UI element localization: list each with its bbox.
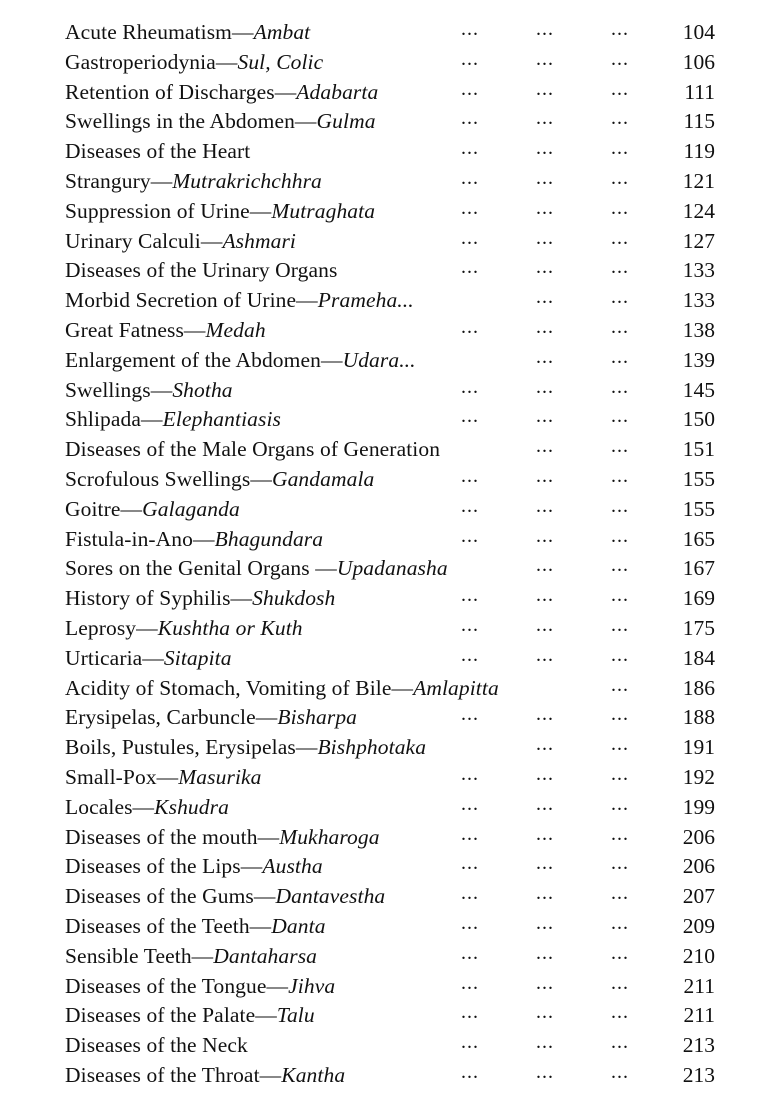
toc-entry-sanskrit-name: Sul, Colic — [237, 49, 324, 74]
toc-entry — [65, 763, 715, 793]
leader-dots: ... — [536, 18, 554, 40]
leader-dots: ... — [611, 18, 629, 40]
toc-entry-title — [65, 912, 326, 942]
toc-entry-english-name: Diseases of the Neck — [65, 1033, 248, 1058]
leader-dots: ... — [461, 494, 479, 517]
leader-dots: ... — [611, 166, 629, 189]
toc-entry-page-number: 207 — [682, 884, 715, 909]
toc-entry-title — [65, 227, 296, 257]
leader-dots: ... — [536, 256, 554, 279]
toc-entry-sanskrit-name: Kantha — [281, 1062, 346, 1087]
leader-dots: ... — [611, 584, 629, 607]
leader-dots: ... — [536, 494, 554, 517]
toc-entry-english-name: Strangury— — [65, 168, 173, 193]
toc-entry-page-number: 138 — [682, 317, 715, 342]
toc-entry-english-name: Goitre— — [65, 496, 143, 521]
toc-entry-page-number: 115 — [683, 109, 715, 134]
toc-entry — [65, 495, 715, 525]
toc-entry-english-name: Swellings— — [65, 377, 173, 402]
leader-dots: ... — [461, 911, 479, 934]
leader-dots: ... — [536, 852, 554, 875]
toc-entry-english-name: Enlargement of the Abdomen— — [65, 347, 343, 372]
leader-dots: ... — [461, 762, 479, 785]
leader-dots: ... — [536, 941, 554, 964]
toc-entry — [65, 703, 715, 733]
toc-entry-title — [65, 1001, 315, 1031]
toc-entry — [65, 823, 715, 853]
leader-dots: ... — [611, 941, 629, 964]
leader-dots: ... — [611, 852, 629, 875]
toc-entry-english-name: Diseases of the Lips— — [65, 854, 263, 879]
toc-entry-english-name: Diseases of the Heart — [65, 139, 251, 164]
toc-entry-title — [65, 972, 335, 1002]
toc-entry-sanskrit-name: Amlapitta — [413, 675, 499, 700]
toc-entry-title — [65, 48, 323, 78]
leader-dots: ... — [461, 941, 479, 964]
toc-entry-english-name: Great Fatness— — [65, 317, 206, 342]
toc-entry-english-name: Gastroperiodynia— — [65, 49, 238, 74]
leader-dots: ... — [461, 226, 479, 249]
leader-dots: ... — [611, 554, 629, 577]
leader-dots: ... — [461, 703, 479, 726]
toc-entry-page-number: 127 — [682, 228, 715, 253]
toc-entry-page-number: 151 — [682, 437, 715, 462]
leader-dots: ... — [536, 464, 554, 487]
toc-entry — [65, 78, 715, 108]
toc-entry — [65, 882, 715, 912]
toc-entry-title — [65, 405, 281, 435]
leader-dots: ... — [461, 464, 479, 487]
leader-dots: ... — [461, 882, 479, 905]
toc-entry-title — [65, 733, 426, 763]
toc-entry-sanskrit-name: Bishphotaka — [317, 735, 427, 760]
toc-entry-title — [65, 107, 376, 137]
leader-dots: ... — [536, 971, 554, 994]
leader-dots: ... — [461, 77, 479, 100]
toc-entry-page-number: 210 — [682, 943, 715, 968]
toc-entry-english-name: Sores on the Genital Organs — — [65, 556, 337, 581]
leader-dots: ... — [461, 1001, 479, 1024]
leader-dots: ... — [611, 703, 629, 726]
toc-entry-english-name: History of Syphilis— — [65, 586, 253, 611]
leader-dots: ... — [611, 822, 629, 845]
leader-dots: ... — [611, 1001, 629, 1024]
leader-dots: ... — [611, 405, 629, 428]
toc-entry-english-name: Small-Pox— — [65, 764, 179, 789]
leader-dots: ... — [611, 345, 629, 368]
toc-entry — [65, 405, 715, 435]
toc-entry-english-name: Diseases of the mouth— — [65, 824, 280, 849]
toc-entry-page-number: 145 — [682, 377, 715, 402]
leader-dots: ... — [611, 464, 629, 487]
toc-entry-page-number: 124 — [682, 198, 715, 223]
leader-dots: ... — [611, 77, 629, 100]
toc-entry-title — [65, 376, 233, 406]
leader-dots: ... — [536, 733, 554, 756]
toc-entry — [65, 107, 715, 137]
leader-dots: ... — [536, 375, 554, 398]
leader-dots: ... — [611, 137, 629, 160]
toc-entry-sanskrit-name: Mutrakrichchhra — [172, 168, 322, 193]
toc-entry-page-number: 199 — [682, 794, 715, 819]
toc-entry-english-name: Diseases of the Throat— — [65, 1062, 282, 1087]
toc-entry — [65, 733, 715, 763]
leader-dots: ... — [536, 1060, 554, 1083]
toc-entry-page-number: 121 — [682, 168, 715, 193]
toc-entry-title — [65, 882, 385, 912]
leader-dots: ... — [536, 613, 554, 636]
toc-entry-sanskrit-name: Bhagundara — [214, 526, 324, 551]
toc-entry-english-name: Diseases of the Tongue— — [65, 973, 289, 998]
toc-entry-title — [65, 644, 232, 674]
leader-dots: ... — [611, 256, 629, 279]
toc-entry — [65, 972, 715, 1002]
leader-dots: ... — [536, 524, 554, 547]
toc-entry — [65, 852, 715, 882]
toc-entry-title — [65, 614, 303, 644]
toc-entry-page-number: 150 — [682, 407, 715, 432]
toc-entry-page-number: 211 — [683, 973, 715, 998]
toc-entry-sanskrit-name: Elephantiasis — [162, 407, 281, 432]
toc-entry-page-number: 175 — [682, 615, 715, 640]
leader-dots: ... — [536, 554, 554, 577]
toc-entry-title — [65, 674, 499, 704]
toc-entry-title — [65, 793, 229, 823]
toc-entry — [65, 346, 715, 376]
toc-entry-page-number: 188 — [682, 705, 715, 730]
toc-entry-page-number: 169 — [682, 586, 715, 611]
leader-dots: ... — [611, 435, 629, 458]
toc-entry — [65, 376, 715, 406]
leader-dots: ... — [461, 792, 479, 815]
toc-entry-sanskrit-name: Jihva — [288, 973, 336, 998]
toc-entry — [65, 48, 715, 78]
toc-entry-title — [65, 703, 357, 733]
toc-entry — [65, 18, 715, 48]
toc-entry-page-number: 192 — [682, 764, 715, 789]
toc-entry — [65, 644, 715, 674]
leader-dots: ... — [611, 1031, 629, 1054]
toc-entry-title — [65, 346, 416, 376]
toc-entry-sanskrit-name: Masurika — [178, 764, 262, 789]
toc-entry-title — [65, 18, 310, 48]
leader-dots: ... — [536, 822, 554, 845]
leader-dots: ... — [611, 733, 629, 756]
toc-entry-title — [65, 763, 262, 793]
toc-entry-english-name: Leprosy— — [65, 615, 158, 640]
toc-entry — [65, 525, 715, 555]
leader-dots: ... — [536, 196, 554, 219]
toc-entry — [65, 227, 715, 257]
toc-entry-english-name: Sensible Teeth— — [65, 943, 214, 968]
leader-dots: ... — [536, 643, 554, 666]
toc-entry — [65, 256, 715, 286]
toc-entry-title — [65, 1031, 248, 1061]
toc-entry-page-number: 133 — [682, 288, 715, 313]
toc-entry — [65, 137, 715, 167]
toc-entry-english-name: Diseases of the Teeth— — [65, 913, 272, 938]
toc-entry-sanskrit-name: Udara... — [342, 347, 416, 372]
toc-entry-title — [65, 137, 250, 167]
leader-dots: ... — [461, 613, 479, 636]
toc-entry-english-name: Fistula-in-Ano— — [65, 526, 215, 551]
toc-entry-english-name: Erysipelas, Carbuncle— — [65, 705, 278, 730]
leader-dots: ... — [461, 524, 479, 547]
toc-entry-page-number: 206 — [682, 824, 715, 849]
leader-dots: ... — [461, 1060, 479, 1083]
toc-entry-page-number: 167 — [682, 556, 715, 581]
leader-dots: ... — [536, 345, 554, 368]
toc-entry-title — [65, 286, 414, 316]
leader-dots: ... — [461, 256, 479, 279]
toc-entry-title — [65, 584, 335, 614]
toc-entry — [65, 554, 715, 584]
leader-dots: ... — [611, 911, 629, 934]
toc-entry-title — [65, 256, 337, 286]
leader-dots: ... — [611, 524, 629, 547]
leader-dots: ... — [536, 77, 554, 100]
toc-entry-english-name: Urticaria— — [65, 645, 164, 670]
toc-entry — [65, 942, 715, 972]
toc-entry-title — [65, 1061, 345, 1091]
toc-entry — [65, 1061, 715, 1091]
toc-entry-page-number: 213 — [682, 1033, 715, 1058]
toc-entry-title — [65, 316, 266, 346]
toc-entry — [65, 167, 715, 197]
leader-dots: ... — [536, 405, 554, 428]
leader-dots: ... — [461, 971, 479, 994]
leader-dots: ... — [461, 584, 479, 607]
toc-entry-page-number: 213 — [682, 1062, 715, 1087]
toc-entry — [65, 793, 715, 823]
toc-entry-title — [65, 78, 378, 108]
leader-dots: ... — [536, 107, 554, 130]
toc-entry-english-name: Diseases of the Male Organs of Generation — [65, 437, 441, 462]
toc-entry-sanskrit-name: Ambat — [253, 20, 311, 44]
leader-dots: ... — [611, 47, 629, 70]
toc-entry-english-name: Morbid Secretion of Urine— — [65, 288, 318, 313]
leader-dots: ... — [536, 762, 554, 785]
leader-dots: ... — [611, 375, 629, 398]
leader-dots: ... — [536, 137, 554, 160]
toc-entry-english-name: Acidity of Stomach, Vomiting of Bile— — [65, 675, 414, 700]
toc-entry-page-number: 119 — [683, 139, 715, 164]
leader-dots: ... — [536, 315, 554, 338]
leader-dots: ... — [536, 47, 554, 70]
leader-dots: ... — [461, 852, 479, 875]
toc-entry-page-number: 155 — [682, 496, 715, 521]
toc-entry-sanskrit-name: Prameha... — [317, 288, 414, 313]
leader-dots: ... — [461, 315, 479, 338]
toc-entry-page-number: 211 — [683, 1003, 715, 1028]
leader-dots: ... — [611, 1060, 629, 1083]
toc-entry-english-name: Suppression of Urine— — [65, 198, 272, 223]
toc-entry-sanskrit-name: Mukharoga — [279, 824, 380, 849]
leader-dots: ... — [461, 107, 479, 130]
leader-dots: ... — [611, 673, 629, 696]
leader-dots: ... — [611, 762, 629, 785]
toc-entry-title — [65, 823, 380, 853]
toc-entry-english-name: Retention of Discharges— — [65, 79, 297, 104]
toc-entry-title — [65, 942, 317, 972]
toc-entry-page-number: 206 — [682, 854, 715, 879]
leader-dots: ... — [461, 18, 479, 40]
toc-entry — [65, 912, 715, 942]
leader-dots: ... — [536, 1031, 554, 1054]
table-of-contents — [65, 18, 715, 1091]
toc-entry-sanskrit-name: Bisharpa — [277, 705, 358, 730]
toc-entry — [65, 614, 715, 644]
leader-dots: ... — [536, 226, 554, 249]
leader-dots: ... — [536, 286, 554, 309]
toc-entry-sanskrit-name: Galaganda — [142, 496, 240, 521]
toc-entry-sanskrit-name: Medah — [205, 317, 266, 342]
leader-dots: ... — [611, 792, 629, 815]
toc-entry-title — [65, 167, 322, 197]
toc-entry — [65, 197, 715, 227]
toc-entry-page-number: 165 — [682, 526, 715, 551]
leader-dots: ... — [611, 286, 629, 309]
toc-entry-sanskrit-name: Shotha — [172, 377, 233, 402]
toc-entry — [65, 316, 715, 346]
leader-dots: ... — [461, 196, 479, 219]
toc-entry-english-name: Diseases of the Gums— — [65, 884, 276, 909]
toc-entry — [65, 1001, 715, 1031]
toc-entry-sanskrit-name: Dantaharsa — [213, 943, 318, 968]
toc-entry — [65, 435, 715, 465]
leader-dots: ... — [461, 1031, 479, 1054]
toc-entry-english-name: Acute Rheumatism— — [65, 20, 254, 44]
toc-entry — [65, 286, 715, 316]
leader-dots: ... — [536, 166, 554, 189]
toc-entry-page-number: 186 — [682, 675, 715, 700]
toc-entry-title — [65, 465, 374, 495]
leader-dots: ... — [536, 882, 554, 905]
toc-entry-sanskrit-name: Adabarta — [296, 79, 379, 104]
leader-dots: ... — [536, 584, 554, 607]
leader-dots: ... — [536, 435, 554, 458]
toc-entry-english-name: Diseases of the Urinary Organs — [65, 258, 338, 283]
leader-dots: ... — [461, 405, 479, 428]
toc-entry-sanskrit-name: Upadanasha — [336, 556, 448, 581]
leader-dots: ... — [536, 792, 554, 815]
toc-entry-english-name: Shlipada— — [65, 407, 163, 432]
toc-entry-sanskrit-name: Talu — [276, 1003, 315, 1028]
toc-entry-title — [65, 852, 323, 882]
toc-entry-sanskrit-name: Dantavestha — [275, 884, 386, 909]
leader-dots: ... — [461, 375, 479, 398]
toc-entry-sanskrit-name: Sitapita — [163, 645, 232, 670]
toc-entry-sanskrit-name: Gulma — [316, 109, 376, 134]
toc-entry-page-number: 133 — [682, 258, 715, 283]
toc-entry-page-number: 139 — [682, 347, 715, 372]
toc-entry-sanskrit-name: Kushtha or Kuth — [157, 615, 303, 640]
toc-entry — [65, 1031, 715, 1061]
leader-dots: ... — [611, 971, 629, 994]
toc-entry-title — [65, 525, 323, 555]
toc-entry-sanskrit-name: Austha — [262, 854, 323, 879]
toc-entry-page-number: 209 — [682, 913, 715, 938]
toc-entry-page-number: 155 — [682, 466, 715, 491]
leader-dots: ... — [536, 911, 554, 934]
toc-entry-page-number: 191 — [682, 735, 715, 760]
leader-dots: ... — [611, 226, 629, 249]
leader-dots: ... — [461, 166, 479, 189]
leader-dots: ... — [461, 47, 479, 70]
toc-entry — [65, 674, 715, 704]
leader-dots: ... — [611, 882, 629, 905]
toc-entry-english-name: Diseases of the Palate— — [65, 1003, 277, 1028]
toc-entry-sanskrit-name: Mutraghata — [271, 198, 376, 223]
leader-dots: ... — [611, 613, 629, 636]
toc-entry-title — [65, 495, 240, 525]
leader-dots: ... — [536, 1001, 554, 1024]
toc-entry-page-number: 184 — [682, 645, 715, 670]
leader-dots: ... — [611, 494, 629, 517]
toc-entry-page-number: 104 — [682, 20, 715, 44]
toc-entry-title — [65, 197, 375, 227]
toc-entry — [65, 584, 715, 614]
leader-dots: ... — [461, 137, 479, 160]
toc-entry-page-number: 106 — [682, 49, 715, 74]
leader-dots: ... — [611, 107, 629, 130]
toc-entry-sanskrit-name: Gandamala — [271, 466, 375, 491]
toc-entry-sanskrit-name: Kshudra — [154, 794, 229, 819]
toc-entry-sanskrit-name: Danta — [271, 913, 326, 938]
toc-entry-english-name: Scrofulous Swellings— — [65, 466, 272, 491]
leader-dots: ... — [611, 196, 629, 219]
toc-entry-title — [65, 554, 448, 584]
toc-entry-page-number: 111 — [684, 79, 715, 104]
toc-entry-english-name: Locales— — [65, 794, 155, 819]
toc-entry — [65, 465, 715, 495]
leader-dots: ... — [461, 822, 479, 845]
leader-dots: ... — [536, 703, 554, 726]
leader-dots: ... — [611, 643, 629, 666]
leader-dots: ... — [461, 643, 479, 666]
toc-entry-sanskrit-name: Ashmari — [222, 228, 297, 253]
leader-dots: ... — [611, 315, 629, 338]
toc-entry-english-name: Swellings in the Abdomen— — [65, 109, 317, 134]
toc-entry-sanskrit-name: Shukdosh — [252, 586, 336, 611]
toc-entry-title — [65, 435, 440, 465]
toc-entry-english-name: Boils, Pustules, Erysipelas— — [65, 735, 318, 760]
toc-entry-english-name: Urinary Calculi— — [65, 228, 223, 253]
